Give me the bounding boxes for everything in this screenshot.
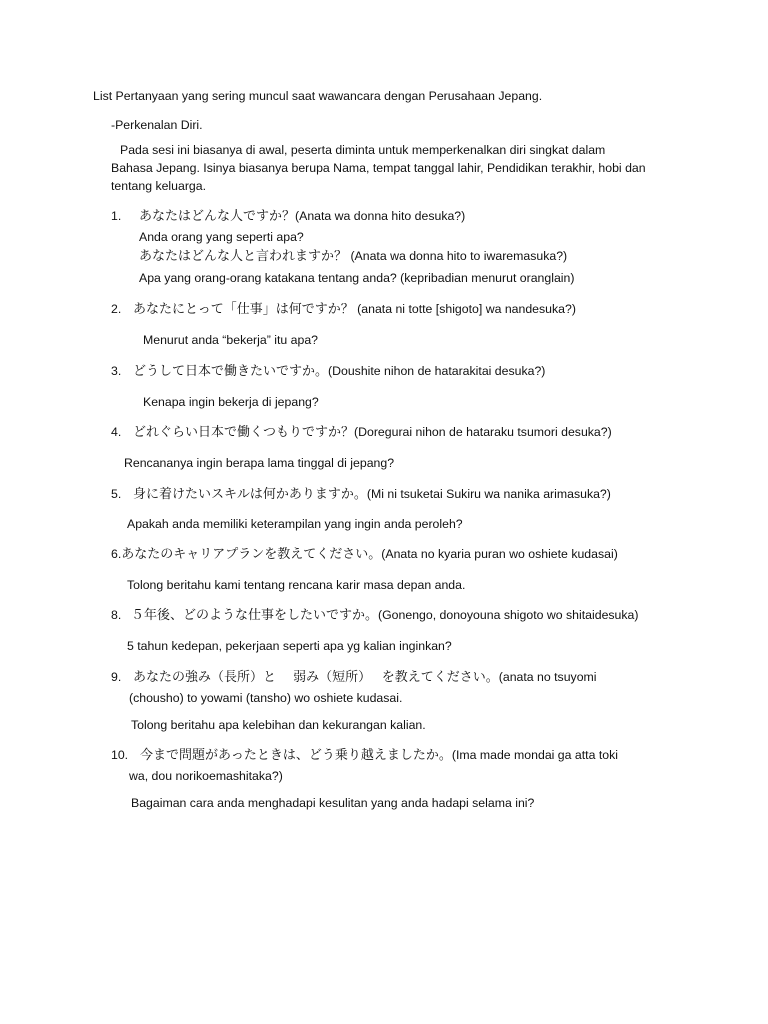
question-4-meaning: Rencananya ingin berapa lama tinggal di jepang? [124, 456, 395, 470]
question-japanese: あなたにとって「仕事」は何ですか？ [133, 302, 354, 317]
question-number: 4. [111, 425, 122, 439]
question-8 [111, 607, 638, 624]
question-japanese: 身に着けたいスキルは何かありますか。 [133, 487, 367, 502]
question-10-romaji-cont: wa, dou norikoemashitaka?) [129, 769, 283, 783]
question-romaji: (Anata no kyaria puran wo oshiete kudasai) [381, 547, 618, 561]
question-number: 8. [111, 608, 122, 622]
question-8-meaning: 5 tahun kedepan, pekerjaan seperti apa yg kalian inginkan? [127, 639, 452, 653]
question-2-meaning: Menurut anda “bekerja” itu apa? [143, 333, 318, 347]
question-3 [111, 363, 545, 380]
question-5-meaning: Apakah anda memiliki keterampilan yang ingin anda peroleh? [127, 517, 463, 531]
question-number: 3. [111, 364, 122, 378]
question-4 [111, 424, 612, 441]
question-romaji: (Gonengo, donoyouna shigoto wo shitaidesuka) [378, 608, 639, 622]
question-japanese: ５年後、どのような仕事をしたいですか。 [131, 608, 379, 623]
question-9-romaji-cont: (chousho) to yowami (tansho) wo oshiete kudasai. [129, 691, 403, 705]
question-romaji: (Doregurai nihon de hataraku tsumori desuka?) [354, 425, 612, 439]
document-title: List Pertanyaan yang sering muncul saat wawancara dengan Perusahaan Jepang. [93, 89, 543, 103]
question-10-meaning: Bagaiman cara anda menghadapi kesulitan yang anda hadapi selama ini? [131, 796, 535, 810]
question-2 [111, 301, 576, 318]
section-heading: -Perkenalan Diri. [111, 118, 203, 132]
intro-line-3: tentang keluarga. [111, 179, 207, 193]
question-romaji: (Anata wa donna hito desuka?) [295, 209, 466, 223]
question-1-alt [139, 248, 567, 265]
question-japanese: あなたの強み（長所）と 弱み（短所） を教えてください。 [133, 670, 499, 685]
question-romaji: (Anata wa donna hito to iwaremasuka?) [350, 249, 568, 263]
question-number: 1. [111, 209, 122, 223]
question-6 [111, 546, 618, 563]
question-number: 9. [111, 670, 122, 684]
question-number: 10. [111, 748, 129, 762]
question-number: 2. [111, 302, 122, 316]
question-japanese: あなたのキャリアプランを教えてください。 [121, 547, 382, 562]
question-japanese: 今まで問題があったときは、どう乗り越えましたか。 [140, 748, 452, 763]
question-1-meaning: Anda orang yang seperti apa? [139, 230, 304, 244]
question-10 [111, 747, 618, 764]
intro-line-1: Pada sesi ini biasanya di awal, peserta diminta untuk memperkenalkan diri singkat dalam [120, 143, 606, 157]
question-number: 5. [111, 487, 122, 501]
question-3-meaning: Kenapa ingin bekerja di jepang? [143, 395, 319, 409]
question-5 [111, 486, 611, 503]
question-japanese: あなたはどんな人と言われますか？ [139, 249, 348, 264]
question-japanese: どれぐらい日本で働くつもりですか？ [133, 425, 355, 440]
question-9-meaning: Tolong beritahu apa kelebihan dan kekurangan kalian. [131, 718, 426, 732]
question-romaji: (Ima made mondai ga atta toki [451, 748, 618, 762]
question-romaji: (anata ni totte [shigoto] wa nandesuka?) [357, 302, 576, 316]
question-japanese: どうして日本で働きたいですか。 [133, 364, 329, 379]
question-romaji: (Mi ni tsuketai Sukiru wa nanika arimasuka?) [366, 487, 611, 501]
question-romaji: (anata no tsuyomi [498, 670, 597, 684]
question-1-alt-meaning: Apa yang orang-orang katakana tentang anda? (kepribadian menurut oranglain) [139, 271, 575, 285]
question-romaji: (Doushite nihon de hatarakitai desuka?) [328, 364, 546, 378]
question-9 [111, 669, 597, 686]
question-1 [111, 208, 465, 225]
question-6-meaning: Tolong beritahu kami tentang rencana karir masa depan anda. [127, 578, 466, 592]
intro-line-2: Bahasa Jepang. Isinya biasanya berupa Nama, tempat tanggal lahir, Pendidikan terakhir, hobi dan [111, 161, 646, 175]
question-japanese: あなたはどんな人ですか？ [139, 209, 296, 224]
question-number: 6. [111, 547, 122, 561]
